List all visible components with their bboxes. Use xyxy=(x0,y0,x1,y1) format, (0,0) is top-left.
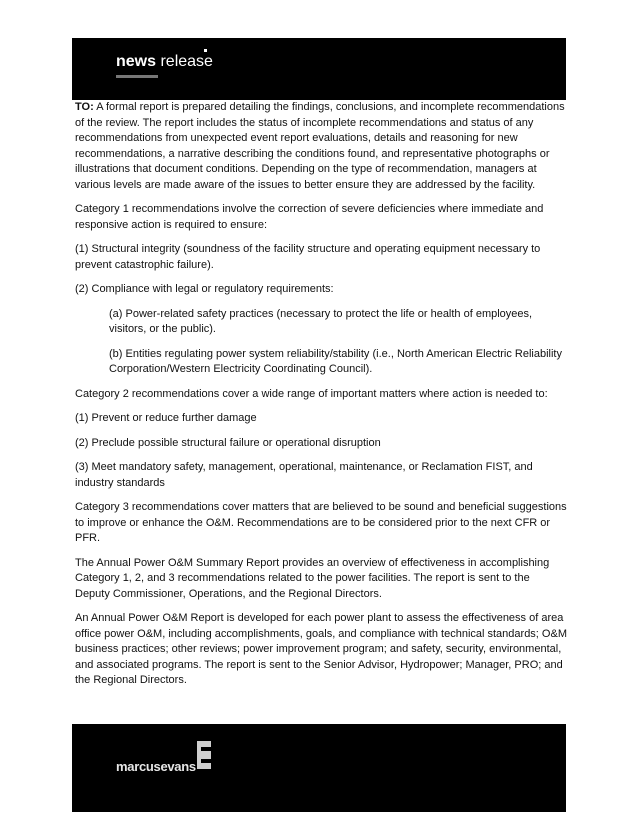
brand-bold: news xyxy=(116,53,157,70)
paragraph: Category 1 recommendations involve the correction of severe deficiencies where immediate and responsive action is required to ensure: xyxy=(75,203,544,231)
paragraph: (1) Structural integrity (soundness of the facility structure and operating equipment necessary to prevent catastrophic failure). xyxy=(75,243,541,271)
to-label: TO: xyxy=(75,101,94,113)
paragraph: Category 3 recommendations cover matters that are believed to be sound and beneficial suggestions to improve or enhance the O&M. Recommendations are to be considered prior to the next CFR or PFR. xyxy=(75,501,567,544)
paragraph: Category 2 recommendations cover a wide range of important matters where action is needed to: xyxy=(75,387,548,400)
marcus-evans-logo: marcusevans xyxy=(116,759,196,774)
paragraph: (2) Preclude possible structural failure or operational disruption xyxy=(75,436,381,449)
brand-light: release xyxy=(160,53,213,70)
news-release-logo xyxy=(116,53,213,71)
brand-tagline-mark xyxy=(116,75,158,78)
paragraph: (3) Meet mandatory safety, management, operational, maintenance, or Reclamation FIST, and industry standards xyxy=(75,461,533,489)
paragraph: The Annual Power O&M Summary Report provides an overview of effectiveness in accomplishing Category 1, 2, and 3 recommendations related to the power facilities. The report is sent to the Deputy Commissioner, Operations, and the Regional Directors. xyxy=(75,556,550,600)
header-band xyxy=(72,38,566,100)
document-body xyxy=(75,100,567,698)
brand-dot-icon xyxy=(204,49,207,52)
indented-paragraph: (b) Entities regulating power system reliability/stability (i.e., North American Electric Reliability Corporation/Western Electricity Coordinating Council). xyxy=(109,347,562,375)
paragraph: (2) Compliance with legal or regulatory requirements: xyxy=(75,283,334,295)
paragraph-text: A formal report is prepared detailing the findings, conclusions, and incomplete recommendations of the review. The report includes the status of incomplete recommendations and status of any recommendations from unexpected event report evaluations, details and reasoning for new recommendations, a narrative describing the conditions found, and representative photographs or illustrations that document conditions. Depending on the type of recommendation, managers at various levels are made aware of the issues to better ensure they are addressed by the facility. xyxy=(75,101,565,191)
marcus-evans-e-icon xyxy=(197,741,211,769)
paragraph: An Annual Power O&M Report is developed for each power plant to assess the effectiveness of area office power O&M, including accomplishments, goals, and compliance with technical standards; O&M business practices; other reviews; power improvement program; and safety, security, environmental, and associated programs. The report is sent to the Senior Advisor, Hydropower; Manager, PRO; and the Regional Directors. xyxy=(75,612,567,686)
intro-paragraph xyxy=(75,100,567,193)
paragraph: (1) Prevent or reduce further damage xyxy=(75,412,257,424)
indented-paragraph: (a) Power-related safety practices (necessary to protect the life or health of employees, visitors, or the public). xyxy=(109,307,533,335)
footer-band xyxy=(72,724,566,812)
